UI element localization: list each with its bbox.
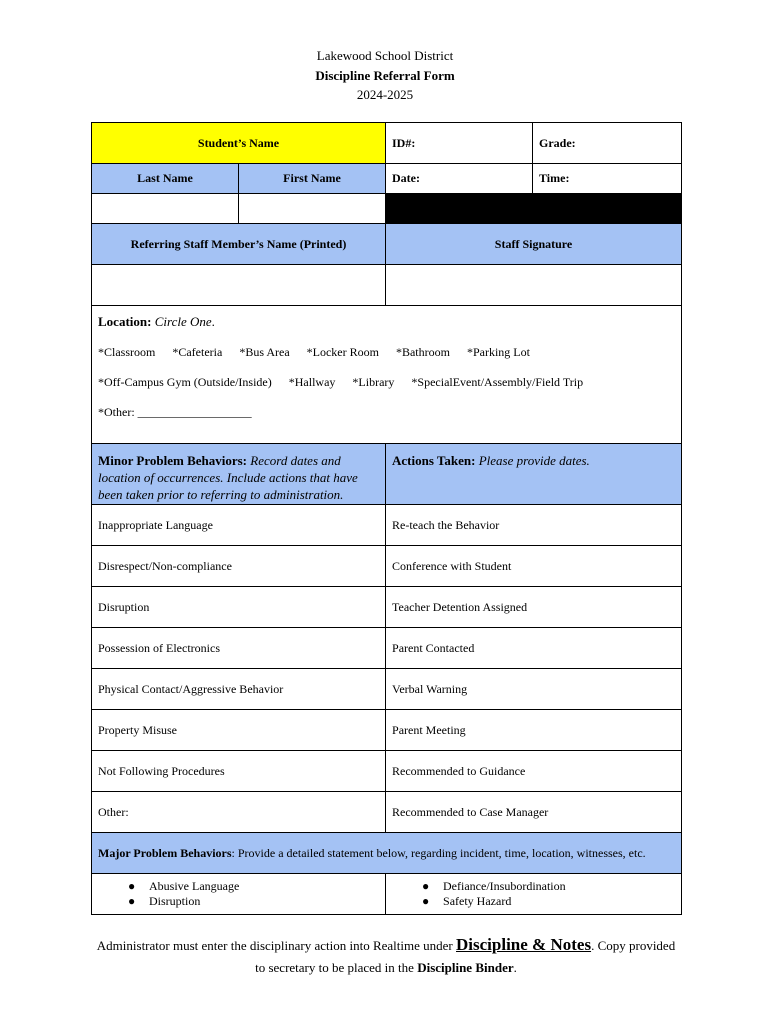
district-name: Lakewood School District: [316, 48, 454, 63]
footer-note: Administrator must enter the disciplinary action into Realtime under Discipline & Notes. Copy provided to secretary to be placed in the Discipline Binder.: [96, 935, 676, 975]
minor-behavior-item[interactable]: Physical Contact/Aggressive Behavior: [92, 669, 386, 710]
bullet-icon: ●: [128, 879, 136, 893]
minor-behavior-item[interactable]: Disruption: [92, 587, 386, 628]
location-option[interactable]: *Classroom: [98, 345, 156, 359]
date-field[interactable]: Date:: [386, 164, 533, 194]
major-behaviors-left: [92, 874, 386, 915]
location-instruction: Circle One: [154, 314, 212, 329]
bullet-icon: ●: [422, 894, 430, 908]
action-item[interactable]: Recommended to Case Manager: [386, 792, 682, 833]
blacked-out-cell: [386, 194, 533, 224]
staff-name-input[interactable]: [92, 265, 386, 306]
action-item[interactable]: Conference with Student: [386, 546, 682, 587]
major-behaviors-header: Major Problem Behaviors: Provide a detailed statement below, regarding incident, time, location, witnesses, etc.: [92, 833, 682, 874]
minor-behavior-item[interactable]: Inappropriate Language: [92, 505, 386, 546]
location-option[interactable]: *Off-Campus Gym (Outside/Inside): [98, 375, 272, 389]
action-item[interactable]: Parent Contacted: [386, 628, 682, 669]
location-option[interactable]: *Cafeteria: [172, 345, 223, 359]
first-name-input[interactable]: [239, 194, 386, 224]
bullet-icon: ●: [128, 894, 136, 908]
time-field[interactable]: Time:: [533, 164, 682, 194]
location-option[interactable]: *SpecialEvent/Assembly/Field Trip: [411, 375, 584, 389]
blacked-out-cell: [533, 194, 682, 224]
action-item[interactable]: Re-teach the Behavior: [386, 505, 682, 546]
actions-taken-header: Actions Taken: Please provide dates.: [386, 444, 682, 505]
referral-form-table: [91, 122, 682, 915]
discipline-notes-emphasis: Discipline & Notes: [456, 935, 592, 954]
form-header: [0, 46, 770, 105]
staff-name-header: Referring Staff Member’s Name (Printed): [92, 224, 386, 265]
grade-field[interactable]: Grade:: [533, 123, 682, 164]
student-name-header: Student’s Name: [92, 123, 386, 164]
action-item[interactable]: Teacher Detention Assigned: [386, 587, 682, 628]
form-title: Discipline Referral Form: [315, 67, 455, 83]
location-option[interactable]: *Library: [352, 375, 395, 389]
location-section: Location: Circle One. *Classroom *Cafeteria *Bus Area *Locker Room *Bathroom *Parking Lot *Off-Campus Gym (Outside/Inside) *Hallway *Library *SpecialEvent/Assembly/Field Trip *Other: ___________________: [92, 306, 682, 444]
minor-behavior-item[interactable]: Property Misuse: [92, 710, 386, 751]
last-name-header: Last Name: [92, 164, 239, 194]
location-options-row: [98, 344, 675, 374]
id-field[interactable]: ID#:: [386, 123, 533, 164]
action-item[interactable]: Parent Meeting: [386, 710, 682, 751]
first-name-header: First Name: [239, 164, 386, 194]
major-behavior-item[interactable]: ● Defiance/Insubordination: [422, 879, 566, 893]
location-other[interactable]: *Other: ___________________: [98, 405, 252, 419]
staff-signature-header: Staff Signature: [386, 224, 682, 265]
major-behaviors-right: [386, 874, 682, 915]
location-option[interactable]: *Bathroom: [395, 345, 450, 359]
action-item[interactable]: Recommended to Guidance: [386, 751, 682, 792]
action-item[interactable]: Verbal Warning: [386, 669, 682, 710]
minor-behaviors-header: Minor Problem Behaviors: Record dates and location of occurrences. Include actions that have been taken prior to referring to administration.: [92, 444, 386, 505]
major-behavior-item[interactable]: ● Safety Hazard: [422, 894, 512, 908]
major-behavior-item[interactable]: ● Disruption: [128, 894, 201, 908]
location-options-row: [98, 374, 675, 404]
minor-behavior-item[interactable]: Disrespect/Non-compliance: [92, 546, 386, 587]
bullet-icon: ●: [422, 879, 430, 893]
minor-behavior-item[interactable]: Possession of Electronics: [92, 628, 386, 669]
location-option[interactable]: *Hallway: [288, 375, 336, 389]
minor-behavior-item[interactable]: Not Following Procedures: [92, 751, 386, 792]
minor-behavior-item[interactable]: Other:: [92, 792, 386, 833]
location-option[interactable]: *Locker Room: [306, 345, 379, 359]
last-name-input[interactable]: [92, 194, 239, 224]
discipline-binder-text: Discipline Binder: [417, 960, 514, 975]
location-option[interactable]: *Bus Area: [239, 345, 290, 359]
school-year: 2024-2025: [356, 87, 414, 102]
staff-signature-input[interactable]: [386, 265, 682, 306]
location-option[interactable]: *Parking Lot: [466, 345, 530, 359]
major-behavior-item[interactable]: ● Abusive Language: [128, 879, 240, 893]
location-label: Location:: [98, 314, 152, 329]
